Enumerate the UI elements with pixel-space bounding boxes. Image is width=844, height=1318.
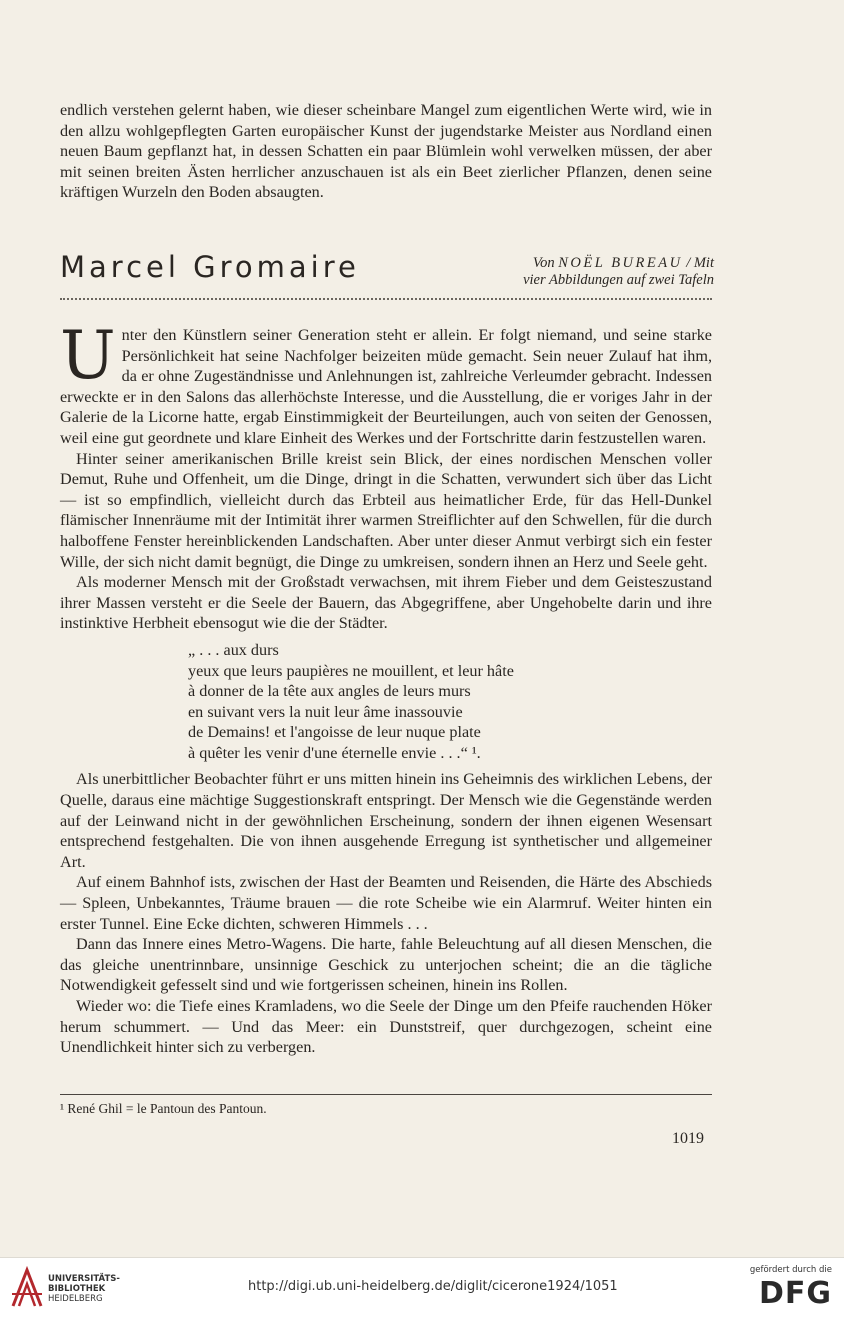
viewer-footer (0, 1257, 844, 1318)
page-number: 1019 (672, 1130, 704, 1147)
poem-quote (188, 640, 712, 764)
poem-line: de Demains! et l'angoisse de leur nuque plate (188, 723, 481, 742)
poem-line: yeux que leurs paupières ne mouillent, et leur hâte (188, 661, 514, 680)
intro-text: endlich verstehen gelernt haben, wie dieser scheinbare Mangel zum eigentlichen Werte wird, wie in den allzu wohlgepflegten Garten europäischer Kunst der jugendstarke Meister aus Nordland einen neuen Baum gepflanzt hat, in dessen Schatten ein paar Blümlein wohl verwelken müssen, der aber mit seinen breiten Ästen herrlicher anzuschauen ist als ein Beet zierlicher Pflanzen, denen seine kräftigen Wurzeln den Boden absaugten. (60, 101, 712, 202)
sponsor-caption: gefördert durch die (749, 1265, 832, 1275)
footnote: ¹ René Ghil = le Pantoun des Pantoun. (60, 1101, 267, 1116)
poem-line: à quêter les venir d'une éternelle envie . . .“ ¹. (188, 743, 481, 762)
drop-cap: U (60, 317, 116, 394)
poem-line: en suivant vers la nuit leur âme inassouvie (188, 702, 463, 721)
intro-paragraph (60, 100, 712, 203)
article-body (60, 317, 712, 1058)
article-title: Marcel Gromaire (60, 250, 360, 284)
byline-suffix: / Mit (686, 255, 714, 271)
paragraph-1-text: nter den Künstlern seiner Generation steht er allein. Er folgt niemand, und seine starke Persönlichkeit hat seine Nachfolger beizeiten müde gemacht. Sein neuer Zulauf hat ihm, da er ohne Zugeständnisse und Anlehnungen ist, zahlreiche Verleumder gebracht. Indessen erweckte er in den Salons das allerhöchste Interesse, und die Ausstellung, die er voriges Jahr in der Galerie de la Licorne hatte, ergab Einstimmigkeit der Beurteilungen, auch von seiten der Genossen, weil eine gut geordnete und klare Einheit des Werkes und der Fortschritte darin festzustellen waren. (60, 326, 712, 447)
byline-prefix: Von (532, 255, 555, 271)
footnote-separator (60, 1094, 712, 1095)
byline-line-2: vier Abbildungen auf zwei Tafeln (523, 272, 714, 288)
dfg-logo[interactable]: DFG (758, 1276, 832, 1311)
article-byline (464, 255, 714, 289)
paragraph-3: Als moderner Mensch mit der Großstadt verwachsen, mit ihrem Fieber und dem Geisteszustand ihrer Massen versteht er die Seele der Bauern, das Abgegriffene, aber Ungehobelte darin und ihre instinktive Herbheit ebensogut wie die der Städter. (60, 573, 712, 633)
paragraph-2: Hinter seiner amerikanischen Brille kreist sein Blick, der eines nordischen Menschen voller Demut, Ruhe und Offenheit, um die Dinge, dringt in die Schatten, verwundert sich über das Licht — ist so empfindlich, vielleicht durch das Erbteil aus heimatlicher Erde, für das Hell-Dunkel flämischer Innenräume mit der Intimität ihrer warmen Streiflichter auf den Schwellen, für die durch halboffene Fenster hereinblickenden Landschaften. Aber unter dieser Anmut verbirgt sich ein fester Wille, der sich nicht damit begnügt, die Dinge zu umkreisen, sondern ihnen an Herz und Seele geht. (60, 449, 712, 571)
author-name: NOËL BUREAU (558, 255, 683, 271)
paragraph-5: Auf einem Bahnhof ists, zwischen der Hast der Beamten und Reisenden, die Härte des Abschieds — Spleen, Unbekanntes, Träume brauen — die rote Scheibe wie ein Alarmruf. Weiter hinten ein erster Tunnel. Eine Ecke dichten, schweren Himmels . . . (60, 873, 712, 933)
paragraph-1 (60, 317, 712, 449)
poem-line: „ . . . aux durs (188, 640, 279, 659)
byline-line-1 (464, 255, 714, 272)
paragraph-7: Wieder wo: die Tiefe eines Kramladens, wo die Seele der Dinge um den Pfeife rauchenden Höker herum schummert. — Und das Meer: ein Dunststreif, quer durchgezogen, scheint eine Unendlichkeit hinter sich zu verbergen. (60, 997, 712, 1057)
university-library-logo-icon[interactable] (10, 1266, 44, 1308)
poem-line: à donner de la tête aux angles de leurs murs (188, 682, 471, 701)
paragraph-4: Als unerbittlicher Beobachter führt er uns mitten hinein ins Geheimnis des wirklichen Lebens, der Quelle, daraus eine mächtige Suggestionskraft entspringt. Der Mensch wie die Gegenstände werden auf der Leinwand nicht in der gewöhnlichen Erscheinung, sondern der ihnen eigenen Wesensart entsprechend festgehalten. Die von ihnen ausgehende Erregung ist synthetischer und allgemeiner Art. (60, 770, 712, 871)
library-name[interactable]: UNIVERSITÄTS- BIBLIOTHEK HEIDELBERG (48, 1274, 120, 1304)
title-separator (60, 298, 712, 300)
paragraph-6: Dann das Innere eines Metro-Wagens. Die harte, fahle Beleuchtung auf all diesen Menschen, die das gleiche unentrinnbare, unsinnige Geschick zu unterjochen scheint; die an die tägliche Notwendigkeit gefesselt sind und wie fortgerissen scheinen, hinein ins Rollen. (60, 935, 712, 995)
permalink[interactable]: http://digi.ub.uni-heidelberg.de/diglit/cicerone1924/1051 (248, 1279, 618, 1294)
